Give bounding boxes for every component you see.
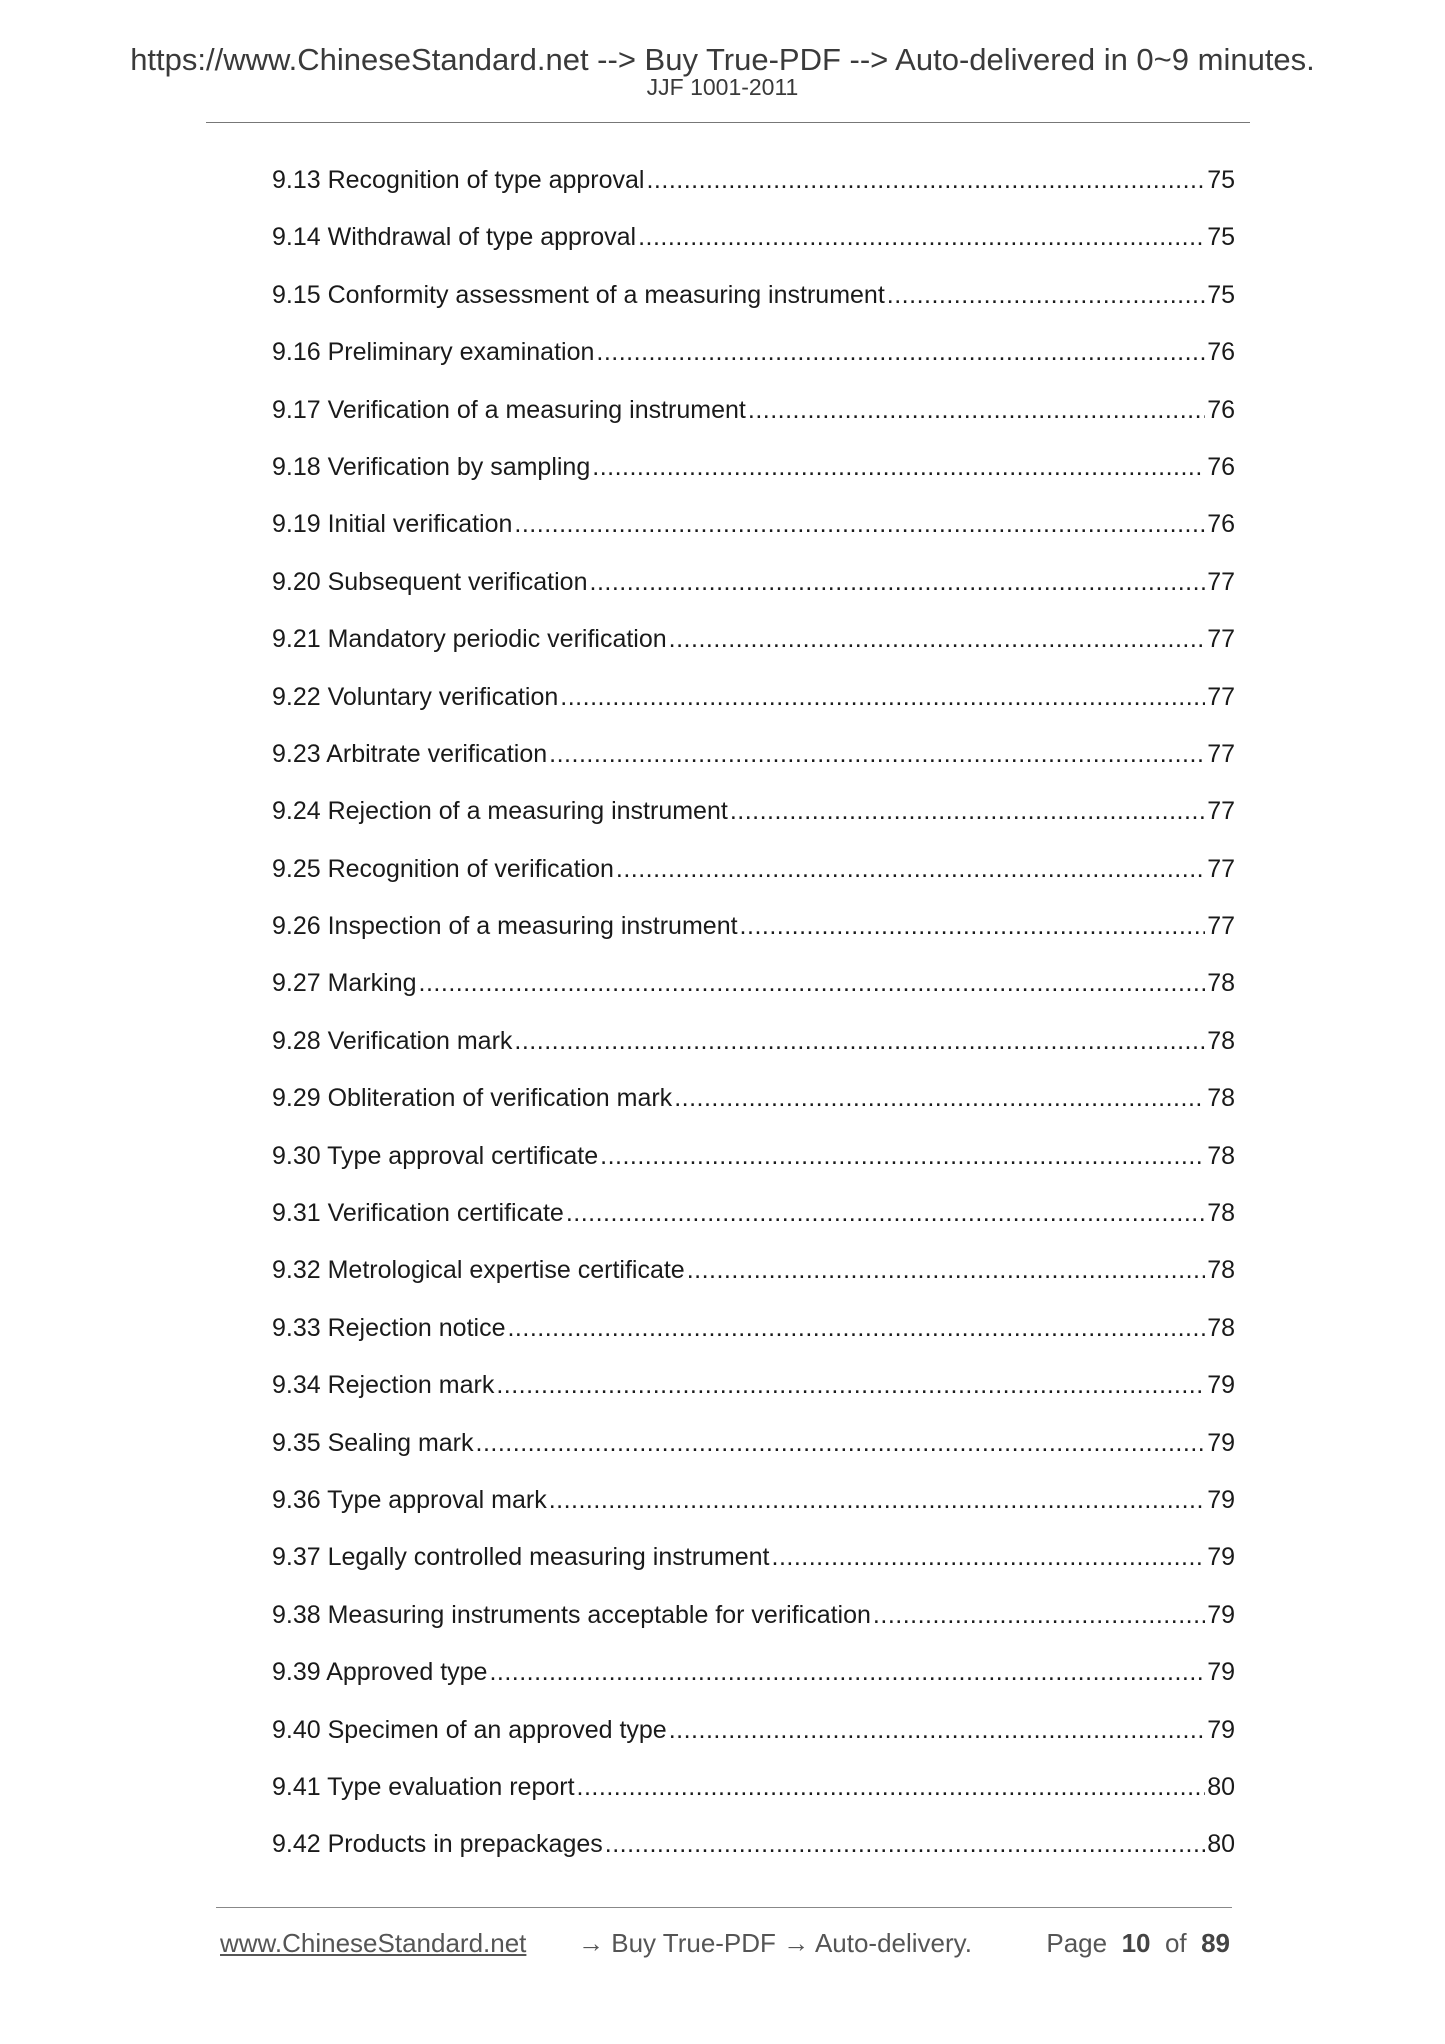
toc-entry[interactable]	[272, 281, 1235, 338]
footer-divider	[216, 1907, 1232, 1908]
toc-entry-page: 76	[1207, 338, 1235, 367]
toc-entry-page: 79	[1207, 1715, 1235, 1744]
toc-entry-page: 79	[1207, 1371, 1235, 1400]
toc-entry-page: 78	[1207, 1199, 1235, 1228]
toc-leader-dots	[748, 396, 1205, 425]
toc-entry-title: 9.32 Metrological expertise certificate	[272, 1256, 685, 1285]
toc-entry-page: 75	[1207, 280, 1235, 309]
toc-entry-page: 77	[1207, 854, 1235, 883]
toc-entry[interactable]	[272, 1027, 1235, 1084]
toc-entry-title: 9.14 Withdrawal of type approval	[272, 223, 637, 252]
toc-leader-dots	[514, 510, 1205, 539]
toc-entry[interactable]	[272, 740, 1235, 797]
toc-entry[interactable]	[272, 1429, 1235, 1486]
toc-entry-title: 9.42 Products in prepackages	[272, 1830, 603, 1859]
toc-entry-page: 80	[1207, 1830, 1235, 1859]
toc-entry[interactable]	[272, 1773, 1235, 1830]
toc-leader-dots	[605, 1830, 1205, 1859]
toc-entry-page: 78	[1207, 1084, 1235, 1113]
toc-entry[interactable]	[272, 1830, 1235, 1887]
toc-leader-dots	[730, 797, 1205, 826]
toc-leader-dots	[674, 1084, 1205, 1113]
header-banner: https://www.ChineseStandard.net --> Buy True-PDF --> Auto-delivered in 0~9 minutes.	[130, 42, 1315, 77]
toc-entry-page: 78	[1207, 1141, 1235, 1170]
table-of-contents	[272, 166, 1235, 1888]
toc-entry-title: 9.22 Voluntary verification	[272, 682, 559, 711]
toc-entry-page: 75	[1207, 223, 1235, 252]
page-label: Page	[1046, 1928, 1108, 1958]
toc-entry[interactable]	[272, 797, 1235, 854]
toc-entry-title: 9.38 Measuring instruments acceptable for verification	[272, 1600, 871, 1629]
toc-entry-page: 77	[1207, 625, 1235, 654]
toc-entry-page: 80	[1207, 1772, 1235, 1801]
toc-entry[interactable]	[272, 166, 1235, 223]
toc-entry[interactable]	[272, 338, 1235, 395]
footer-site-link[interactable]: www.ChineseStandard.net	[220, 1928, 527, 1958]
header-divider	[206, 122, 1250, 123]
toc-leader-dots	[646, 166, 1205, 195]
toc-entry[interactable]	[272, 912, 1235, 969]
toc-entry-title: 9.17 Verification of a measuring instrument	[272, 395, 746, 424]
toc-entry-page: 77	[1207, 912, 1235, 941]
toc-leader-dots	[687, 1256, 1205, 1285]
toc-entry-title: 9.41 Type evaluation report	[272, 1772, 575, 1801]
toc-entry-title: 9.39 Approved type	[272, 1658, 488, 1687]
toc-leader-dots	[669, 1716, 1205, 1745]
toc-entry[interactable]	[272, 1084, 1235, 1141]
toc-entry[interactable]	[272, 1256, 1235, 1313]
toc-entry-title: 9.36 Type approval mark	[272, 1485, 547, 1514]
page-of-label: of	[1164, 1928, 1187, 1958]
toc-entry[interactable]	[272, 1543, 1235, 1600]
toc-leader-dots	[549, 740, 1205, 769]
toc-entry-page: 78	[1207, 969, 1235, 998]
toc-entry-title: 9.28 Verification mark	[272, 1026, 513, 1055]
toc-entry-page: 77	[1207, 682, 1235, 711]
toc-entry-title: 9.26 Inspection of a measuring instrument	[272, 912, 738, 941]
toc-entry-title: 9.31 Verification certificate	[272, 1199, 564, 1228]
toc-leader-dots	[740, 912, 1206, 941]
toc-entry-title: 9.40 Specimen of an approved type	[272, 1715, 667, 1744]
toc-entry[interactable]	[272, 1486, 1235, 1543]
toc-entry-page: 77	[1207, 739, 1235, 768]
toc-leader-dots	[549, 1486, 1205, 1515]
toc-entry-page: 78	[1207, 1313, 1235, 1342]
toc-entry-title: 9.23 Arbitrate verification	[272, 739, 548, 768]
toc-leader-dots	[507, 1314, 1205, 1343]
toc-entry-page: 79	[1207, 1658, 1235, 1687]
toc-entry-page: 78	[1207, 1026, 1235, 1055]
toc-leader-dots	[596, 338, 1205, 367]
toc-leader-dots	[590, 568, 1206, 597]
toc-entry[interactable]	[272, 969, 1235, 1026]
toc-entry-title: 9.18 Verification by sampling	[272, 452, 591, 481]
toc-entry-title: 9.25 Recognition of verification	[272, 854, 614, 883]
page-footer	[220, 1928, 1230, 1964]
toc-entry-title: 9.13 Recognition of type approval	[272, 166, 645, 194]
toc-entry[interactable]	[272, 1371, 1235, 1428]
toc-leader-dots	[669, 625, 1206, 654]
toc-entry-title: 9.24 Rejection of a measuring instrument	[272, 797, 728, 826]
toc-leader-dots	[873, 1601, 1205, 1630]
toc-entry[interactable]	[272, 568, 1235, 625]
page-total: 89	[1201, 1928, 1230, 1958]
toc-leader-dots	[600, 1142, 1205, 1171]
toc-entry[interactable]	[272, 453, 1235, 510]
toc-entry-page: 77	[1207, 567, 1235, 596]
toc-entry[interactable]	[272, 510, 1235, 567]
toc-entry-title: 9.15 Conformity assessment of a measuring instrument	[272, 280, 885, 309]
toc-entry-title: 9.16 Preliminary examination	[272, 338, 595, 367]
toc-leader-dots	[489, 1658, 1205, 1687]
toc-leader-dots	[514, 1027, 1205, 1056]
toc-entry-title: 9.34 Rejection mark	[272, 1371, 495, 1400]
toc-leader-dots	[638, 223, 1205, 252]
toc-leader-dots	[577, 1773, 1206, 1802]
toc-entry-title: 9.35 Sealing mark	[272, 1428, 474, 1457]
toc-leader-dots	[887, 281, 1205, 310]
page-number: 10	[1121, 1928, 1151, 1958]
toc-entry-page: 79	[1207, 1543, 1235, 1572]
toc-entry-title: 9.37 Legally controlled measuring instrument	[272, 1543, 770, 1572]
toc-entry-page: 79	[1207, 1485, 1235, 1514]
toc-entry[interactable]	[272, 625, 1235, 682]
toc-entry-page: 76	[1207, 452, 1235, 481]
document-id: JJF 1001-2011	[646, 74, 799, 100]
toc-leader-dots	[419, 969, 1206, 998]
toc-leader-dots	[496, 1371, 1205, 1400]
toc-entry-title: 9.27 Marking	[272, 969, 417, 998]
toc-entry[interactable]	[272, 1658, 1235, 1715]
toc-entry-page: 79	[1207, 1428, 1235, 1457]
toc-leader-dots	[566, 1199, 1205, 1228]
toc-entry-title: 9.19 Initial verification	[272, 510, 513, 539]
toc-entry[interactable]	[272, 396, 1235, 453]
toc-entry[interactable]	[272, 855, 1235, 912]
toc-entry-page: 79	[1207, 1600, 1235, 1629]
toc-leader-dots	[772, 1543, 1206, 1572]
toc-entry-title: 9.29 Obliteration of verification mark	[272, 1084, 673, 1113]
toc-entry[interactable]	[272, 1601, 1235, 1658]
toc-entry-page: 75	[1207, 166, 1235, 194]
toc-entry[interactable]	[272, 1142, 1235, 1199]
toc-entry-title: 9.33 Rejection notice	[272, 1313, 506, 1342]
toc-entry[interactable]	[272, 1199, 1235, 1256]
toc-entry-title: 9.21 Mandatory periodic verification	[272, 625, 667, 654]
toc-entry[interactable]	[272, 1314, 1235, 1371]
toc-leader-dots	[476, 1429, 1206, 1458]
toc-entry-page: 77	[1207, 797, 1235, 826]
toc-leader-dots	[560, 683, 1205, 712]
toc-entry-page: 78	[1207, 1256, 1235, 1285]
footer-tagline: → Buy True-PDF → Auto-delivery.	[578, 1928, 972, 1958]
toc-entry-title: 9.30 Type approval certificate	[272, 1141, 599, 1170]
toc-entry-page: 76	[1207, 395, 1235, 424]
toc-leader-dots	[616, 855, 1205, 884]
toc-entry-title: 9.20 Subsequent verification	[272, 567, 588, 596]
page-counter	[1046, 1928, 1230, 1959]
toc-entry[interactable]	[272, 683, 1235, 740]
toc-leader-dots	[592, 453, 1205, 482]
toc-entry-page: 76	[1207, 510, 1235, 539]
toc-entry[interactable]	[272, 223, 1235, 280]
toc-entry[interactable]	[272, 1716, 1235, 1773]
